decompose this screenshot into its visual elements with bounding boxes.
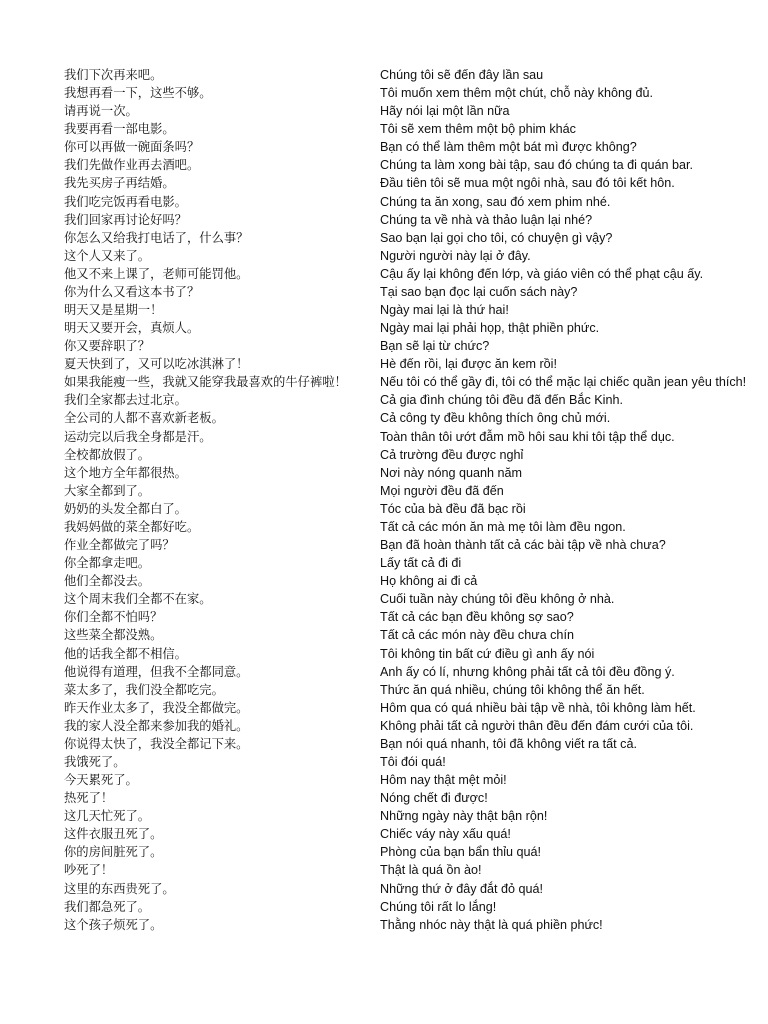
chinese-sentence: 你全都拿走吧。 [64,556,151,571]
chinese-sentence: 奶奶的头发全都白了。 [64,501,187,516]
vietnamese-translation: Tóc của bà đều đã bạc rồi [380,501,526,516]
sentence-row [0,645,768,663]
chinese-sentence: 吵死了！ [64,863,114,878]
chinese-sentence: 明天又要开会，真烦人。 [64,321,200,336]
sentence-row [0,391,768,409]
vietnamese-translation: Toàn thân tôi ướt đẫm mồ hôi sau khi tôi tập thể dục. [380,429,675,444]
sentence-row [0,446,768,464]
sentence-row [0,590,768,608]
vietnamese-translation: Họ không ai đi cả [380,574,478,589]
vietnamese-translation: Đầu tiên tôi sẽ mua một ngôi nhà, sau đó tôi kết hôn. [380,176,675,191]
vietnamese-translation: Ngày mai lại phải họp, thật phiền phức. [380,321,600,336]
sentence-row [0,518,768,536]
sentence-row [0,500,768,518]
chinese-sentence: 他的话我全都不相信。 [64,646,187,661]
vietnamese-translation: Cả gia đình chúng tôi đều đã đến Bắc Kinh. [380,393,623,408]
vietnamese-translation: Chúng ta làm xong bài tập, sau đó chúng ta đi quán bar. [380,158,693,173]
sentence-row [0,229,768,247]
sentence-row [0,409,768,427]
sentence-row [0,247,768,265]
sentence-row [0,554,768,572]
chinese-sentence: 我们吃完饭再看电影。 [64,194,187,209]
sentence-row [0,193,768,211]
vietnamese-translation: Chúng ta về nhà và thảo luận lại nhé? [380,212,593,227]
sentence-row [0,771,768,789]
sentence-list [0,66,768,934]
chinese-sentence: 我的家人没全都来参加我的婚礼。 [64,718,249,733]
chinese-sentence: 我们都急死了。 [64,899,151,914]
sentence-row [0,428,768,446]
vietnamese-translation: Tất cả các món ăn mà mẹ tôi làm đều ngon. [380,519,626,534]
sentence-row [0,753,768,771]
chinese-sentence: 全公司的人都不喜欢新老板。 [64,411,224,426]
sentence-row [0,699,768,717]
chinese-sentence: 我们全家都去过北京。 [64,393,187,408]
chinese-sentence: 我们回家再讨论好吗？ [64,212,187,227]
chinese-sentence: 他们全都没去。 [64,574,151,589]
vietnamese-translation: Bạn có thể làm thêm một bát mì được không? [380,140,637,155]
sentence-row [0,898,768,916]
sentence-row [0,572,768,590]
vietnamese-translation: Bạn đã hoàn thành tất cả các bài tập về nhà chưa? [380,538,666,553]
vietnamese-translation: Mọi người đều đã đến [380,483,504,498]
vietnamese-translation: Chiếc váy này xấu quá! [380,827,511,842]
sentence-row [0,717,768,735]
chinese-sentence: 昨天作业太多了，我没全都做完。 [64,700,249,715]
chinese-sentence: 运动完以后我全身都是汗。 [64,429,212,444]
sentence-row [0,843,768,861]
vietnamese-translation: Cả trường đều được nghỉ [380,447,524,462]
vietnamese-translation: Nơi này nóng quanh năm [380,465,522,480]
chinese-sentence: 全校都放假了。 [64,447,151,462]
sentence-row [0,301,768,319]
vietnamese-translation: Hè đến rồi, lại được ăn kem rồi! [380,357,557,372]
chinese-sentence: 这个孩子烦死了。 [64,917,163,932]
chinese-sentence: 我要再看一部电影。 [64,122,175,137]
chinese-sentence: 你们全都不怕吗？ [64,610,163,625]
vietnamese-translation: Cuối tuần này chúng tôi đều không ở nhà. [380,592,615,607]
sentence-row [0,608,768,626]
chinese-sentence: 我们先做作业再去酒吧。 [64,158,200,173]
vietnamese-translation: Nóng chết đi được! [380,791,488,806]
chinese-sentence: 如果我能瘦一些，我就又能穿我最喜欢的牛仔裤啦！ [64,375,347,390]
chinese-sentence: 明天又是星期一！ [64,303,163,318]
chinese-sentence: 作业全都做完了吗？ [64,538,175,553]
vietnamese-translation: Thằng nhóc này thật là quá phiền phức! [380,917,603,932]
vietnamese-translation: Ngày mai lại là thứ hai! [380,303,509,318]
sentence-row [0,355,768,373]
chinese-sentence: 这些菜全都没熟。 [64,628,163,643]
vietnamese-translation: Chúng tôi rất lo lắng! [380,899,497,914]
vietnamese-translation: Bạn nói quá nhanh, tôi đã không viết ra tất cả. [380,736,637,751]
vietnamese-translation: Lấy tất cả đi đi [380,556,462,571]
chinese-sentence: 你的房间脏死了。 [64,845,163,860]
sentence-row [0,156,768,174]
chinese-sentence: 我先买房子再结婚。 [64,176,175,191]
chinese-sentence: 你又要辞职了？ [64,339,151,354]
sentence-row [0,916,768,934]
sentence-row [0,337,768,355]
chinese-sentence: 热死了！ [64,791,114,806]
chinese-sentence: 你怎么又给我打电话了，什么事？ [64,230,249,245]
vietnamese-translation: Chúng ta ăn xong, sau đó xem phim nhé. [380,194,611,209]
chinese-sentence: 你说得太快了，我没全都记下来。 [64,736,249,751]
sentence-row [0,482,768,500]
vietnamese-translation: Nếu tôi có thể gầy đi, tôi có thể mặc lại chiếc quần jean yêu thích! [380,375,747,390]
sentence-row [0,373,768,391]
vietnamese-translation: Hôm nay thật mệt mỏi! [380,773,507,788]
vietnamese-translation: Thật là quá ồn ào! [380,863,482,878]
chinese-sentence: 这件衣服丑死了。 [64,827,163,842]
sentence-row [0,807,768,825]
vietnamese-translation: Tôi đói quá! [380,754,446,769]
chinese-sentence: 我想再看一下，这些不够。 [64,86,212,101]
vietnamese-translation: Tất cả các món này đều chưa chín [380,628,574,643]
chinese-sentence: 我妈妈做的菜全都好吃。 [64,519,200,534]
vietnamese-translation: Tôi sẽ xem thêm một bộ phim khác [380,122,576,137]
sentence-row [0,319,768,337]
chinese-sentence: 我饿死了。 [64,754,126,769]
vietnamese-translation: Cả công ty đều không thích ông chủ mới. [380,411,611,426]
sentence-row [0,138,768,156]
vietnamese-translation: Bạn sẽ lại từ chức? [380,339,490,354]
chinese-sentence: 这个周末我们全都不在家。 [64,592,212,607]
chinese-sentence: 他又不来上课了，老师可能罚他。 [64,266,249,281]
vietnamese-translation: Hôm qua có quá nhiều bài tập về nhà, tôi không làm hết. [380,700,696,715]
sentence-row [0,174,768,192]
sentence-row [0,626,768,644]
chinese-sentence: 夏天快到了，又可以吃冰淇淋了！ [64,357,249,372]
sentence-row [0,880,768,898]
vietnamese-translation: Người người này lại ở đây. [380,248,531,263]
sentence-row [0,663,768,681]
chinese-sentence: 这几天忙死了。 [64,809,151,824]
chinese-sentence: 大家全都到了。 [64,483,151,498]
chinese-sentence: 请再说一次。 [64,104,138,119]
sentence-row [0,681,768,699]
sentence-row [0,120,768,138]
vietnamese-translation: Những ngày này thật bận rộn! [380,809,548,824]
vietnamese-translation: Anh ấy có lí, nhưng không phải tất cả tôi đều đồng ý. [380,664,675,679]
sentence-row [0,464,768,482]
vietnamese-translation: Thức ăn quá nhiều, chúng tôi không thể ăn hết. [380,682,645,697]
chinese-sentence: 这个人又来了。 [64,248,151,263]
chinese-sentence: 你可以再做一碗面条吗？ [64,140,200,155]
chinese-sentence: 今天累死了。 [64,773,138,788]
chinese-sentence: 你为什么又看这本书了？ [64,284,200,299]
vietnamese-translation: Tôi muốn xem thêm một chút, chỗ này không đủ. [380,86,654,101]
sentence-row [0,861,768,879]
vietnamese-translation: Tại sao bạn đọc lại cuốn sách này? [380,284,578,299]
vietnamese-translation: Tất cả các bạn đều không sợ sao? [380,610,574,625]
sentence-row [0,735,768,753]
sentence-row [0,265,768,283]
vietnamese-translation: Hãy nói lại một lần nữa [380,104,510,119]
sentence-row [0,84,768,102]
chinese-sentence: 这里的东西贵死了。 [64,881,175,896]
sentence-row [0,66,768,84]
sentence-row [0,283,768,301]
chinese-sentence: 这个地方全年都很热。 [64,465,187,480]
vietnamese-translation: Phòng của bạn bẩn thỉu quá! [380,845,542,860]
vietnamese-translation: Sao bạn lại gọi cho tôi, có chuyện gì vậy? [380,230,613,245]
chinese-sentence: 我们下次再来吧。 [64,68,163,82]
sentence-row [0,789,768,807]
sentence-row [0,536,768,554]
sentence-row [0,211,768,229]
vietnamese-translation: Cậu ấy lại không đến lớp, và giáo viên có thể phạt cậu ấy. [380,266,704,281]
vietnamese-translation: Chúng tôi sẽ đến đây lần sau [380,68,544,82]
sentence-row [0,102,768,120]
chinese-sentence: 他说得有道理，但我不全都同意。 [64,664,249,679]
sentence-row [0,825,768,843]
vietnamese-translation: Những thứ ở đây đắt đỏ quá! [380,881,544,896]
chinese-sentence: 菜太多了，我们没全都吃完。 [64,682,224,697]
vietnamese-translation: Không phải tất cả người thân đều đến đám cưới của tôi. [380,718,694,733]
vietnamese-translation: Tôi không tin bất cứ điều gì anh ấy nói [380,646,595,661]
